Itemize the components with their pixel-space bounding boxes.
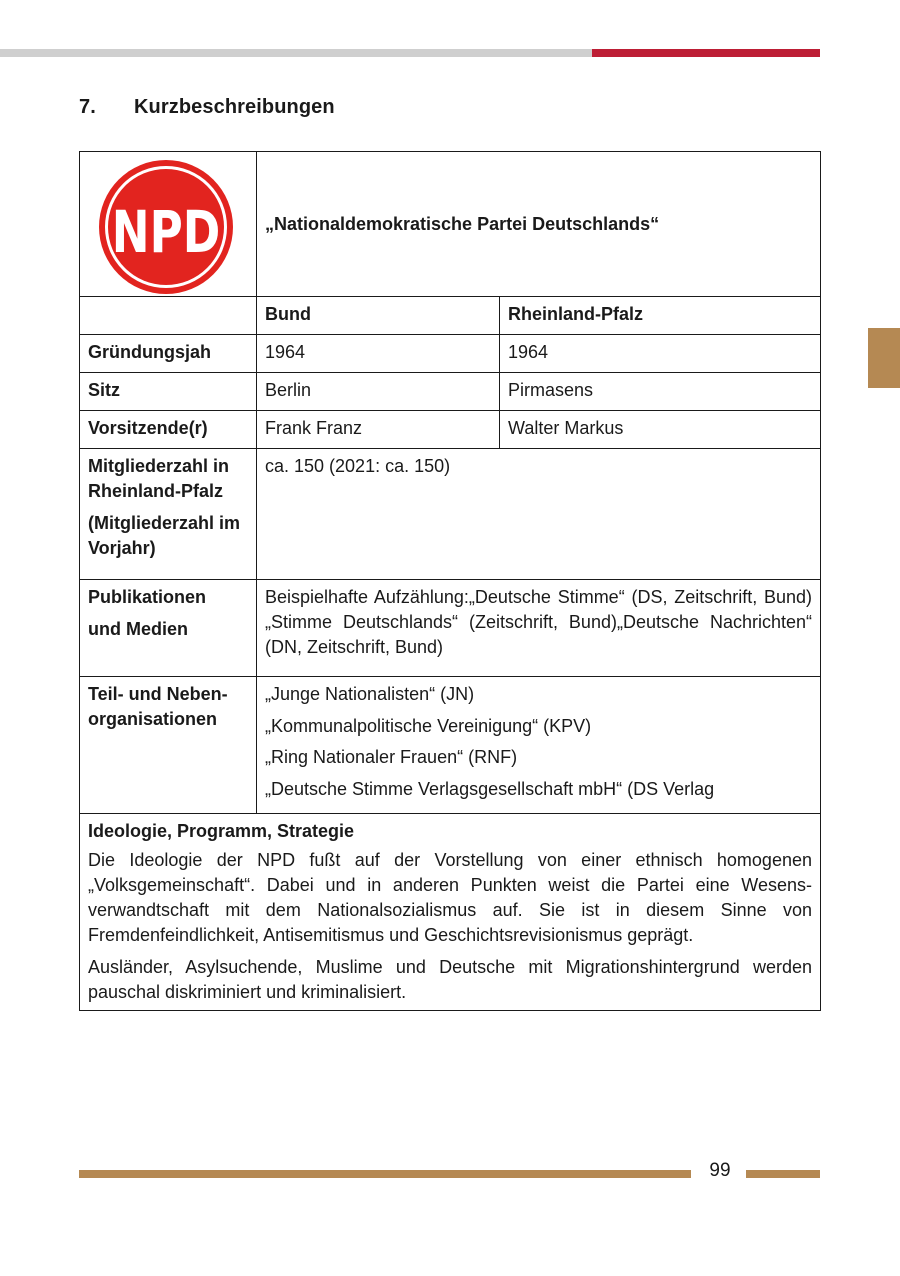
party-name: „Nationaldemokratische Partei Deutschlands“: [257, 152, 821, 297]
chair-rlp: Walter Markus: [500, 411, 821, 449]
top-bar-grey: [0, 49, 592, 57]
logo-cell: [80, 152, 257, 297]
publications-label-line1: Publikationen: [88, 587, 207, 607]
organisations-label: Teil- und Neben-organisationen: [80, 677, 257, 814]
row-label-chair: Vorsitzende(r): [80, 411, 257, 449]
publications-row: [80, 580, 821, 677]
ideology-row: [80, 814, 821, 1011]
organisations-list: [257, 677, 821, 814]
founded-rlp: 1964: [500, 335, 821, 373]
members-label-line2: (Mitgliederzahl im Vorjahr): [88, 513, 241, 558]
header-row: [80, 152, 821, 297]
chair-bund: Frank Franz: [257, 411, 500, 449]
section-heading: [79, 96, 335, 119]
footer-bar-left: [79, 1170, 691, 1178]
top-bar-red: [592, 49, 820, 57]
section-number: 7.: [79, 96, 96, 118]
logo-text: NPD: [111, 199, 221, 267]
seat-bund: Berlin: [257, 373, 500, 411]
founded-bund: 1964: [257, 335, 500, 373]
seat-rlp: Pirmasens: [500, 373, 821, 411]
party-info-table: [79, 151, 821, 1011]
ideology-paragraph-2: Ausländer, Asylsuchende, Muslime und Deutsche mit Migrationshintergrund werden pauschal diskriminiert und kriminalisiert.: [88, 957, 812, 1002]
members-row: [80, 449, 821, 580]
empty-header-cell: [80, 297, 257, 335]
publications-label: [80, 580, 257, 677]
row-label-founded: Gründungsjah: [80, 335, 257, 373]
list-item: „Deutsche Stimme Verlagsgesellschaft mbH“ (DS Verlag: [265, 778, 715, 799]
members-value: ca. 150 (2021: ca. 150): [257, 449, 821, 580]
column-header-bund: Bund: [257, 297, 500, 335]
column-header-rlp: Rheinland-Pfalz: [500, 297, 821, 335]
section-title: Kurzbeschreibungen: [134, 96, 335, 118]
table-row: [80, 335, 821, 373]
list-item: „Ring Nationaler Frauen“ (RNF): [265, 747, 518, 767]
side-tab-marker: [868, 328, 900, 388]
table-row: [80, 373, 821, 411]
footer-bar-right: [746, 1170, 820, 1178]
publications-label-line2: und Medien: [88, 619, 188, 639]
ideology-paragraph-1: Die Ideologie der NPD fußt auf der Vorstellung von einer ethnisch homogenen „Volksgemeinschaft“. Dabei und in anderen Punkten weist die Partei eine Wesens-verwandtschaft mit dem Nationalsozialismus auf. Sie ist in diesem Sinne von Fremdenfeindlichkeit, Antisemitismus und Geschichtsrevisionismus geprägt.: [88, 850, 812, 945]
members-label-line1: Mitgliederzahl in Rheinland-Pfalz: [88, 456, 230, 501]
organisations-row: [80, 677, 821, 814]
table-row: [80, 411, 821, 449]
list-item: „Junge Nationalisten“ (JN): [265, 684, 475, 704]
ideology-title: Ideologie, Programm, Strategie: [88, 821, 355, 841]
row-label-seat: Sitz: [80, 373, 257, 411]
npd-logo: [98, 156, 238, 296]
list-item: „Kommunalpolitische Vereinigung“ (KPV): [265, 715, 592, 736]
page-number: 99: [709, 1160, 731, 1181]
column-header-row: [80, 297, 821, 335]
publications-value: Beispielhafte Aufzählung:„Deutsche Stimme“ (DS, Zeitschrift, Bund)„Stimme Deutschlands“ (Zeitschrift, Bund)„Deutsche Nachrichten“ (DN, Zeitschrift, Bund): [257, 580, 821, 677]
ideology-cell: [80, 814, 821, 1011]
members-label: [80, 449, 257, 580]
